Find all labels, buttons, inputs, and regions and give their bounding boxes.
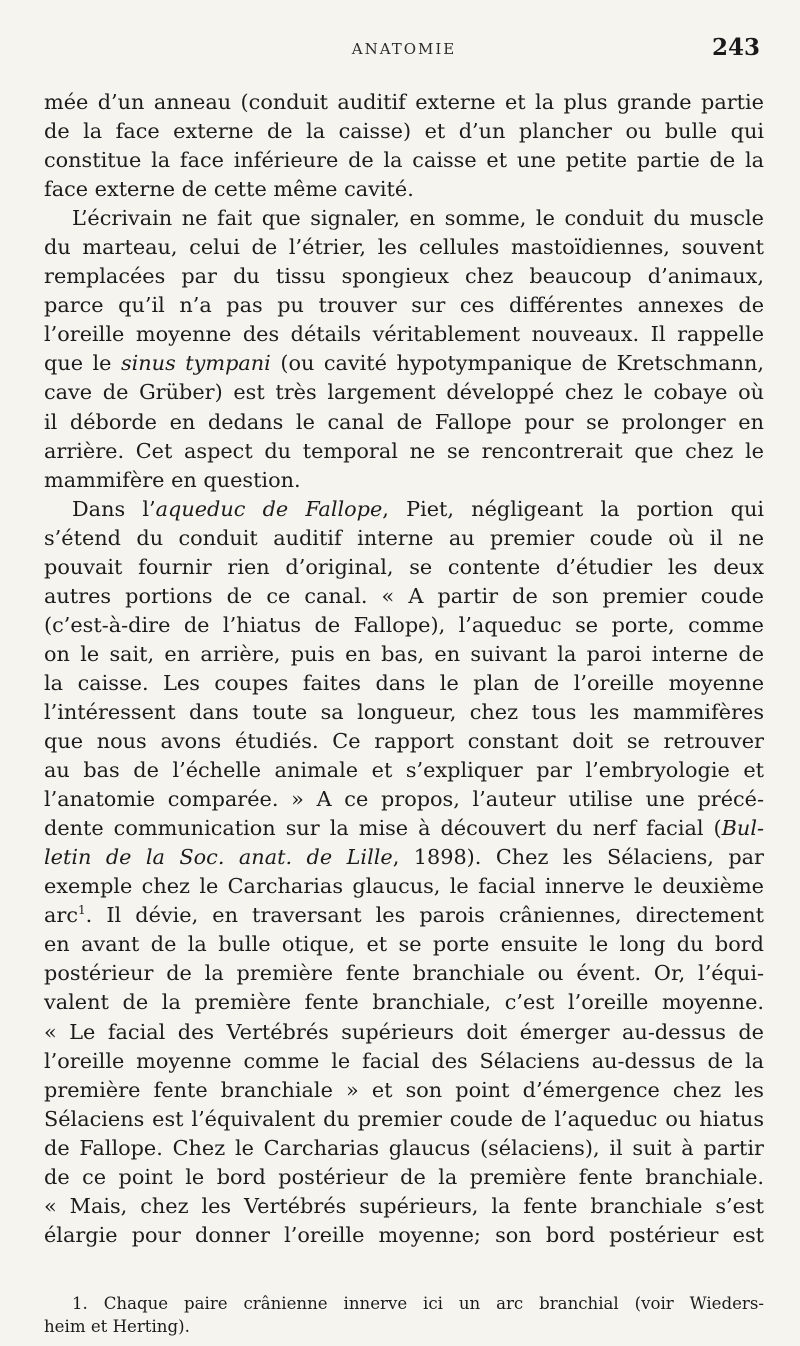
- page-number: 243: [711, 34, 760, 61]
- text-line: de ce point le bord postérieur de la première fente branchiale.: [44, 1164, 764, 1189]
- text-line: (c’est-à-dire de l’hiatus de Fallope), l’aqueduc se porte, comme: [44, 612, 764, 637]
- italic-term: aqueduc de Fallope: [155, 496, 383, 521]
- text-line: face externe de cette même cavité.: [44, 177, 414, 202]
- text-line: on le sait, en arrière, puis en bas, en suivant la paroi interne de: [44, 641, 764, 666]
- text-line: parce qu’il n’a pas pu trouver sur ces différentes annexes de: [44, 293, 764, 318]
- running-title: ANATOMIE: [351, 40, 457, 58]
- text-line: autres portions de ce canal. « A partir de son premier coude: [44, 583, 764, 608]
- italic-term: letin de la Soc. anat. de Lille: [44, 845, 393, 870]
- text-line: remplacées par du tissu spongieux chez beaucoup d’animaux,: [44, 264, 764, 289]
- text-line: letin de la Soc. anat. de Lille, 1898). Chez les Sélaciens, par: [44, 845, 765, 870]
- text-line: cave de Grüber) est très largement développé chez le cobaye où: [44, 380, 764, 405]
- text-line: au bas de l’échelle animale et s’expliquer par l’embryologie et: [44, 758, 764, 783]
- text-line: l’anatomie comparée. » A ce propos, l’auteur utilise une précé-: [44, 787, 764, 812]
- text-line: pouvait fournir rien d’original, se contente d’étudier les deux: [44, 554, 764, 579]
- text-line: élargie pour donner l’oreille moyenne; son bord postérieur est: [44, 1222, 764, 1247]
- text-line: « Mais, chez les Vertébrés supérieurs, la fente branchiale s’est: [44, 1193, 764, 1218]
- text-line: la caisse. Les coupes faites dans le plan de l’oreille moyenne: [44, 670, 764, 695]
- text-line: arc$^1$. Il dévie, en traversant les parois crâniennes, directement: [44, 903, 764, 928]
- footnote-line: heim et Herting).: [44, 1316, 190, 1336]
- footnote-line: 1. Chaque paire crânienne innerve ici un arc branchial (voir Wieders-: [72, 1293, 764, 1313]
- text-line: constitue la face inférieure de la caisse et une petite partie de la: [44, 148, 764, 173]
- text-line: mée d’un anneau (conduit auditif externe et la plus grande partie: [44, 90, 764, 114]
- text-line: L’écrivain ne fait que signaler, en somme, le conduit du muscle: [72, 206, 764, 231]
- text-line: l’oreille moyenne comme le facial des Sélaciens au-dessus de la: [44, 1048, 764, 1073]
- italic-term: sinus tympani: [120, 351, 271, 376]
- text-line: première fente branchiale » et son point d’émergence chez les: [44, 1077, 764, 1102]
- text-line: arrière. Cet aspect du temporal ne se rencontrerait que chez le: [44, 438, 764, 463]
- text-line: il déborde en dedans le canal de Fallope pour se prolonger en: [44, 409, 764, 434]
- footnote-marker[interactable]: 1: [78, 903, 86, 918]
- text-line: de Fallope. Chez le Carcharias glaucus (sélaciens), il suit à partir: [44, 1135, 764, 1160]
- text-line: en avant de la bulle otique, et se porte ensuite le long du bord: [44, 932, 764, 957]
- text-line: Sélaciens est l’équivalent du premier coude de l’aqueduc ou hiatus: [44, 1106, 764, 1131]
- text-line: dente communication sur la mise à découvert du nerf facial (Bul-: [44, 816, 764, 841]
- text-line: « Le facial des Vertébrés supérieurs doit émerger au-dessus de: [44, 1019, 764, 1044]
- page-header: [44, 0, 764, 88]
- body-text: [44, 88, 764, 1250]
- text-line: que nous avons étudiés. Ce rapport constant doit se retrouver: [44, 729, 764, 754]
- text-line: valent de la première fente branchiale, c’est l’oreille moyenne.: [44, 990, 764, 1015]
- text-line: que le sinus tympani (ou cavité hypotympanique de Kretschmann,: [44, 351, 765, 376]
- text-line: exemple chez le Carcharias glaucus, le facial innerve le deuxième: [44, 874, 764, 899]
- italic-term: Bul-: [721, 816, 764, 841]
- text-line: l’oreille moyenne des détails véritablement nouveaux. Il rappelle: [44, 322, 764, 347]
- text-line: du marteau, celui de l’étrier, les cellules mastoïdiennes, souvent: [44, 235, 764, 260]
- text-line: mammifère en question.: [44, 467, 301, 492]
- text-line: Dans l’aqueduc de Fallope, Piet, négligeant la portion qui: [72, 496, 764, 521]
- text-line: l’intéressent dans toute sa longueur, chez tous les mammifères: [44, 699, 764, 724]
- text-line: de la face externe de la caisse) et d’un plancher ou bulle qui: [44, 119, 764, 144]
- text-line: postérieur de la première fente branchiale ou évent. Or, l’équi-: [44, 961, 764, 986]
- footnote: [44, 1292, 764, 1338]
- text-line: s’étend du conduit auditif interne au premier coude où il ne: [44, 525, 764, 550]
